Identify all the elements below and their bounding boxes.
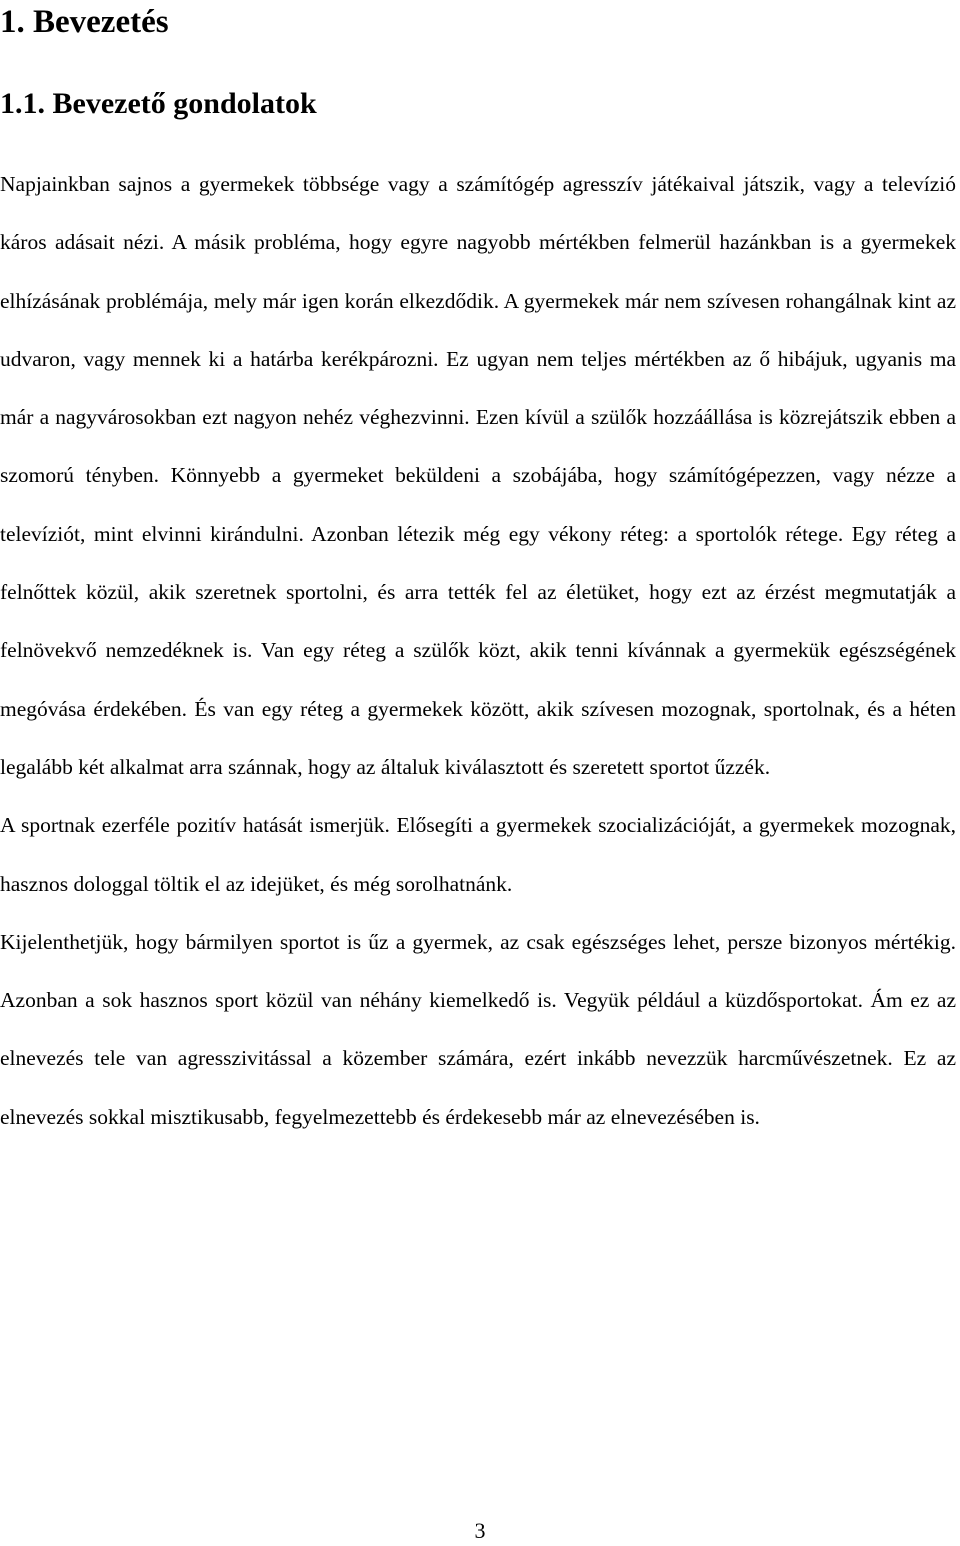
page-number: 3 (474, 1518, 486, 1543)
paragraph-3: Kijelenthetjük, hogy bármilyen sportot is űz a gyermek, az csak egészséges lehet, persze bizonyos mértékig. Azonban a sok hasznos sport közül van néhány kiemelkedő is. Vegyük például a küzdősportokat. Ám ez az elnevezés tele van agresszivitással a közember számára, ezért inkább nevezzük harcművészetnek. Ez az elnevezés sokkal misztikusabb, fegyelmezettebb és érdekesebb már az elnevezésében is. (0, 929, 956, 1129)
paragraph-2: A sportnak ezerféle pozitív hatását ismerjük. Elősegíti a gyermekek szocializációját, a gyermekek mozognak, hasznos dologgal töltik el az idejüket, és még sorolhatnánk. (0, 813, 956, 896)
section-heading: 1.1. Bevezető gondolatok (0, 87, 317, 120)
body-text (0, 155, 956, 1146)
chapter-heading: 1. Bevezetés (0, 4, 169, 40)
paragraph-1: Napjainkban sajnos a gyermekek többsége vagy a számítógép agresszív játékaival játszik, vagy a televízió káros adásait nézi. A másik probléma, hogy egyre nagyobb mértékben felmerül hazánkban is a gyermekek elhízásának problémája, mely már igen korán elkezdődik. A gyermekek már nem szívesen rohangálnak kint az udvaron, vagy mennek ki a határba kerékpározni. Ez ugyan nem teljes mértékben az ő hibájuk, ugyanis ma már a nagyvárosokban ezt nagyon nehéz véghezvinni. Ezen kívül a szülők hozzáállása is közrejátszik ebben a szomorú tényben. Könnyebb a gyermeket beküldeni a szobájába, hogy számítógépezzen, vagy nézze a televíziót, mint elvinni kirándulni. Azonban létezik még egy vékony réteg: a sportolók rétege. Egy réteg a felnőttek közül, akik szeretnek sportolni, és arra tették fel az életüket, hogy ezt az érzést megmutatják a felnövekvő nemzedéknek is. Van egy réteg a szülők közt, akik tenni kívánnak a gyermekük egészségének megóvása érdekében. És van egy réteg a gyermekek között, akik szívesen mozognak, sportolnak, és a héten legalább két alkalmat arra szánnak, hogy az általuk kiválasztott és szeretett sportot űzzék. (0, 172, 956, 779)
